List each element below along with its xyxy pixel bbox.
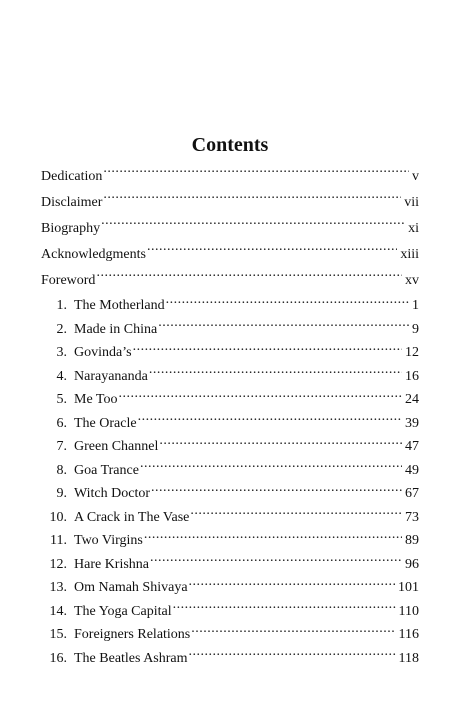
chapter-title: Witch Doctor	[74, 486, 151, 501]
dot-leader	[189, 648, 396, 662]
entry-title: Biography	[41, 221, 101, 236]
toc-entry-acknowledgments	[41, 242, 419, 268]
chapter-number: 13.	[49, 580, 67, 595]
dot-leader	[150, 554, 402, 568]
dot-leader	[158, 319, 409, 333]
chapter-page-number: 67	[405, 486, 419, 501]
dot-leader	[96, 270, 402, 284]
chapter-page-number: 116	[398, 627, 419, 642]
chapter-page-number: 12	[405, 345, 419, 360]
toc-chapter-9	[41, 482, 419, 506]
chapter-number: 12.	[49, 556, 67, 572]
entry-title: Disclaimer	[41, 195, 103, 210]
chapter-title: Govinda’s	[74, 345, 132, 360]
entry-page-number: xv	[405, 273, 419, 288]
entry-title: Dedication	[41, 169, 103, 184]
chapter-number: 9.	[56, 486, 67, 501]
dot-leader	[166, 295, 409, 309]
dot-leader	[190, 507, 402, 521]
chapter-number: 3.	[56, 345, 67, 360]
table-of-contents	[41, 164, 419, 670]
chapter-page-number: 73	[405, 509, 419, 525]
dot-leader	[138, 413, 402, 427]
chapter-title: Foreigners Relations	[74, 627, 191, 642]
toc-chapter-8	[41, 459, 419, 483]
dot-leader	[144, 530, 402, 544]
chapter-title: The Oracle	[74, 415, 137, 431]
chapter-title: The Yoga Capital	[74, 603, 172, 619]
chapter-title: Two Virgins	[74, 533, 143, 548]
chapter-page-number: 1	[412, 298, 419, 313]
chapter-page-number: 9	[412, 321, 419, 337]
toc-chapter-1	[41, 294, 419, 318]
chapter-number: 11.	[50, 533, 67, 548]
chapter-number: 14.	[49, 603, 67, 619]
dot-leader	[151, 483, 402, 497]
toc-chapter-6	[41, 412, 419, 436]
chapter-page-number: 101	[398, 580, 419, 595]
dot-leader	[159, 436, 402, 450]
toc-entry-dedication	[41, 164, 419, 190]
chapter-title: A Crack in The Vase	[74, 509, 190, 525]
entry-page-number: xi	[408, 221, 419, 236]
chapter-title: Om Namah Shivaya	[74, 580, 188, 595]
page-title: Contents	[191, 134, 269, 156]
chapter-number: 5.	[56, 392, 67, 407]
chapter-page-number: 89	[405, 533, 419, 548]
toc-chapter-14	[41, 600, 419, 624]
chapter-number: 7.	[56, 439, 67, 454]
chapter-page-number: 16	[405, 368, 419, 384]
entry-page-number: vii	[404, 195, 419, 210]
toc-chapter-12	[41, 553, 419, 577]
chapter-page-number: 110	[398, 603, 419, 619]
chapter-title: Made in China	[74, 321, 158, 337]
chapter-number: 16.	[49, 650, 67, 666]
entry-page-number: v	[412, 169, 419, 184]
chapter-title: The Motherland	[74, 298, 165, 313]
toc-chapter-10	[41, 506, 419, 530]
toc-entry-biography	[41, 216, 419, 242]
dot-leader	[191, 624, 395, 638]
dot-leader	[101, 218, 405, 232]
chapter-title: Goa Trance	[74, 462, 139, 478]
toc-chapter-7	[41, 435, 419, 459]
toc-chapter-4	[41, 365, 419, 389]
dot-leader	[189, 577, 395, 591]
chapter-number: 8.	[56, 462, 67, 478]
chapter-title: Hare Krishna	[74, 556, 150, 572]
entry-title: Acknowledgments	[41, 247, 146, 262]
toc-entry-foreword	[41, 268, 419, 294]
chapter-title: Me Too	[74, 392, 118, 407]
chapter-number: 1.	[56, 298, 67, 313]
chapter-page-number: 24	[405, 392, 419, 407]
chapter-number: 15.	[49, 627, 67, 642]
toc-chapter-16	[41, 647, 419, 671]
dot-leader	[173, 601, 396, 615]
dot-leader	[149, 366, 402, 380]
chapter-number: 10.	[49, 509, 67, 525]
chapter-number: 6.	[56, 415, 67, 431]
toc-chapter-13	[41, 576, 419, 600]
toc-chapter-5	[41, 388, 419, 412]
chapter-title: Narayananda	[74, 368, 148, 384]
chapter-page-number: 96	[405, 556, 419, 572]
dot-leader	[103, 166, 409, 180]
toc-chapter-15	[41, 623, 419, 647]
entry-page-number: xiii	[400, 247, 419, 262]
toc-chapter-2	[41, 318, 419, 342]
chapter-title: Green Channel	[74, 439, 159, 454]
chapter-page-number: 49	[405, 462, 419, 478]
entry-title: Foreword	[41, 273, 96, 288]
chapter-page-number: 118	[398, 650, 419, 666]
chapter-title: The Beatles Ashram	[74, 650, 188, 666]
chapter-page-number: 39	[405, 415, 419, 431]
toc-chapter-3	[41, 341, 419, 365]
toc-chapter-11	[41, 529, 419, 553]
chapter-number: 4.	[56, 368, 67, 384]
dot-leader	[147, 244, 397, 258]
dot-leader	[103, 192, 401, 206]
chapter-number: 2.	[56, 321, 67, 337]
dot-leader	[118, 389, 402, 403]
chapter-page-number: 47	[405, 439, 419, 454]
dot-leader	[133, 342, 402, 356]
toc-entry-disclaimer	[41, 190, 419, 216]
dot-leader	[140, 460, 402, 474]
